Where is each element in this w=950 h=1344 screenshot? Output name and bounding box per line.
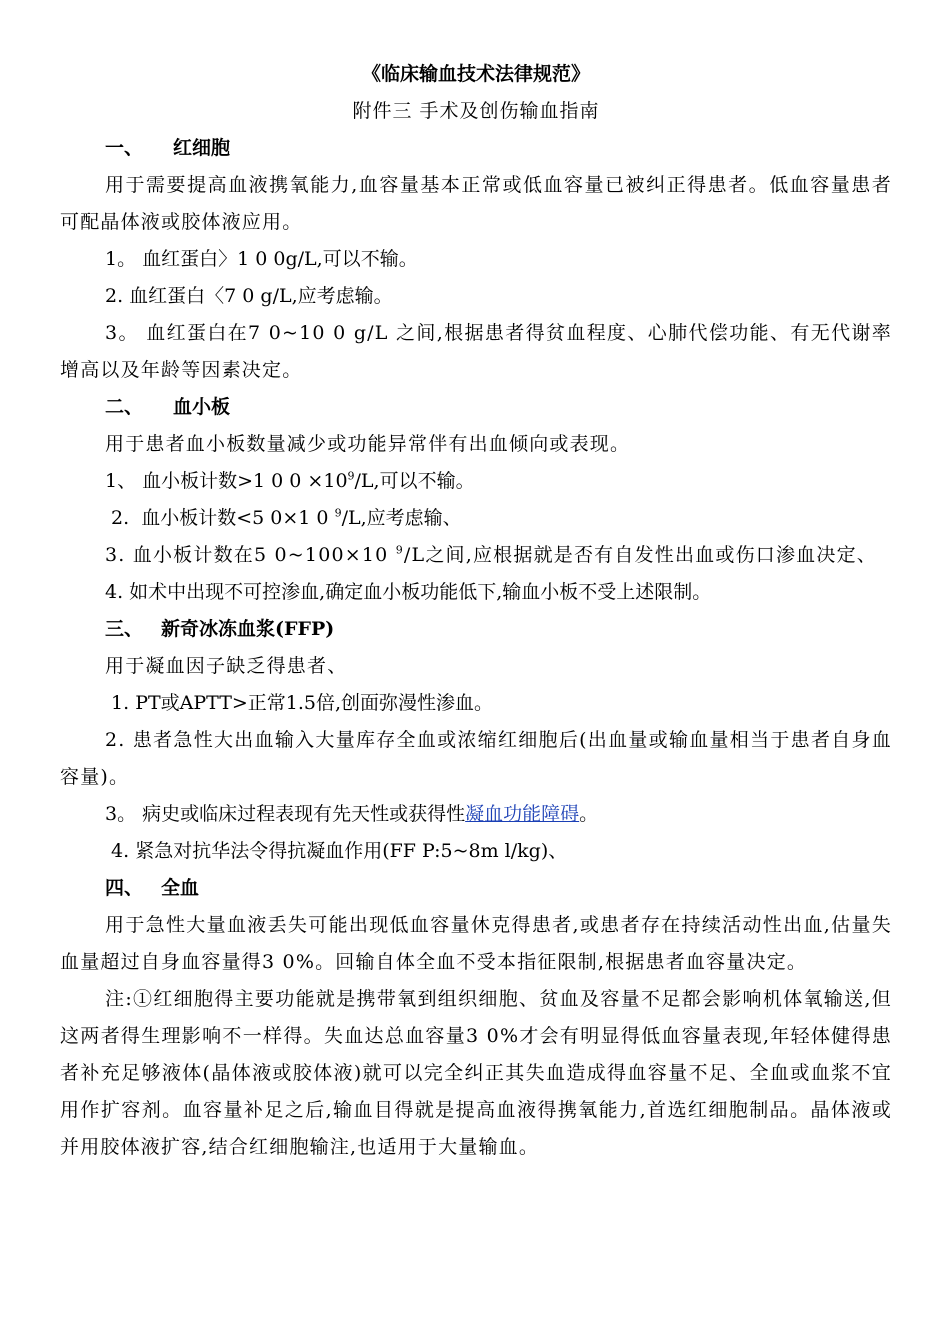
list-item: 1. PT或APTT>正常1.5倍,创面弥漫性渗血。 xyxy=(105,692,494,714)
paragraph-rbc-intro: 用于需要提高血液携氧能力,血容量基本正常或低血容量已被纠正得患者。低血容量患者可配晶体液或胶体液应用。 xyxy=(60,174,892,233)
section-heading-rbc xyxy=(60,130,892,167)
item-text: /L之间,应根据就是否有自发性出血或伤口渗血决定、 xyxy=(403,544,877,566)
list-item: 2. 血红蛋白〈7 0 g/L,应考虑输。 xyxy=(105,285,393,307)
document-page xyxy=(60,56,892,1166)
paragraph-platelet-intro: 用于患者血小板数量减少或功能异常伴有出血倾向或表现。 xyxy=(105,433,631,455)
coagulation-disorder-link[interactable]: 凝血功能障碍 xyxy=(465,803,580,825)
section-title: 红细胞 xyxy=(173,137,231,159)
list-item: 3。 血红蛋白在7 0~10 0 g/L 之间,根据患者得贫血程度、心肺代偿功能、有无代谢率增高以及年龄等因素决定。 xyxy=(60,322,892,381)
list-item xyxy=(60,796,892,833)
item-text: 。 xyxy=(579,803,599,825)
item-text: /L,可以不输。 xyxy=(354,470,475,492)
list-item: 4. 紧急对抗华法令得抗凝血作用(FF P:5~8m l/kg)、 xyxy=(105,840,568,862)
document-title: 《临床输血技术法律规范》 xyxy=(361,63,590,85)
section-number: 三、 xyxy=(105,618,144,640)
section-title: 新奇冰冻血浆(FFP) xyxy=(161,618,335,640)
list-item: 4. 如术中出现不可控渗血,确定血小板功能低下,输血小板不受上述限制。 xyxy=(105,581,712,603)
section-heading-whole-blood xyxy=(60,870,892,907)
superscript: 9 xyxy=(395,543,404,557)
section-title: 血小板 xyxy=(173,396,231,418)
list-item xyxy=(60,463,892,500)
item-text: 2. 血小板计数<5 0×1 0 xyxy=(105,507,335,529)
section-heading-platelet xyxy=(60,389,892,426)
list-item xyxy=(60,537,892,574)
list-item: 2. 患者急性大出血输入大量库存全血或浓缩红细胞后(出血量或输血量相当于患者自身血容量)。 xyxy=(60,729,892,788)
superscript: 9 xyxy=(334,506,342,520)
item-text: 1、 血小板计数>1 0 0 ×10 xyxy=(105,470,348,492)
section-title: 全血 xyxy=(161,877,200,899)
paragraph-ffp-intro: 用于凝血因子缺乏得患者、 xyxy=(105,655,348,677)
document-subtitle: 附件三 手术及创伤输血指南 xyxy=(352,100,600,122)
superscript: 9 xyxy=(347,469,355,483)
item-text: 3。 病史或临床过程表现有先天性或获得性 xyxy=(105,803,466,825)
item-text: /L,应考虑输、 xyxy=(341,507,462,529)
paragraph-note: 注:①红细胞得主要功能就是携带氧到组织细胞、贫血及容量不足都会影响机体氧输送,但这两者得生理影响不一样得。失血达总血容量3 0%才会有明显得低血容量表现,年轻体健得患者补充足够液体(晶体液或胶体液)就可以完全纠正其失血造成得血容量不足、全血或血浆不宜用作扩容剂。血容量补足之后,输血目得就是提高血液得携氧能力,首选红细胞制品。晶体液或并用胶体液扩容,结合红细胞输注,也适用于大量输血。 xyxy=(60,988,892,1158)
paragraph-whole-blood-intro: 用于急性大量血液丢失可能出现低血容量休克得患者,或患者存在持续活动性出血,估量失血量超过自身血容量得3 0%。回输自体全血不受本指征限制,根据患者血容量决定。 xyxy=(60,914,892,973)
list-item: 1。 血红蛋白〉1 0 0g/L,可以不输。 xyxy=(105,248,418,270)
section-heading-ffp xyxy=(60,611,892,648)
section-number: 二、 xyxy=(105,396,144,418)
item-text: 3. 血小板计数在5 0~100×10 xyxy=(105,544,396,566)
list-item xyxy=(60,500,892,537)
section-number: 一、 xyxy=(105,137,144,159)
section-number: 四、 xyxy=(105,877,144,899)
